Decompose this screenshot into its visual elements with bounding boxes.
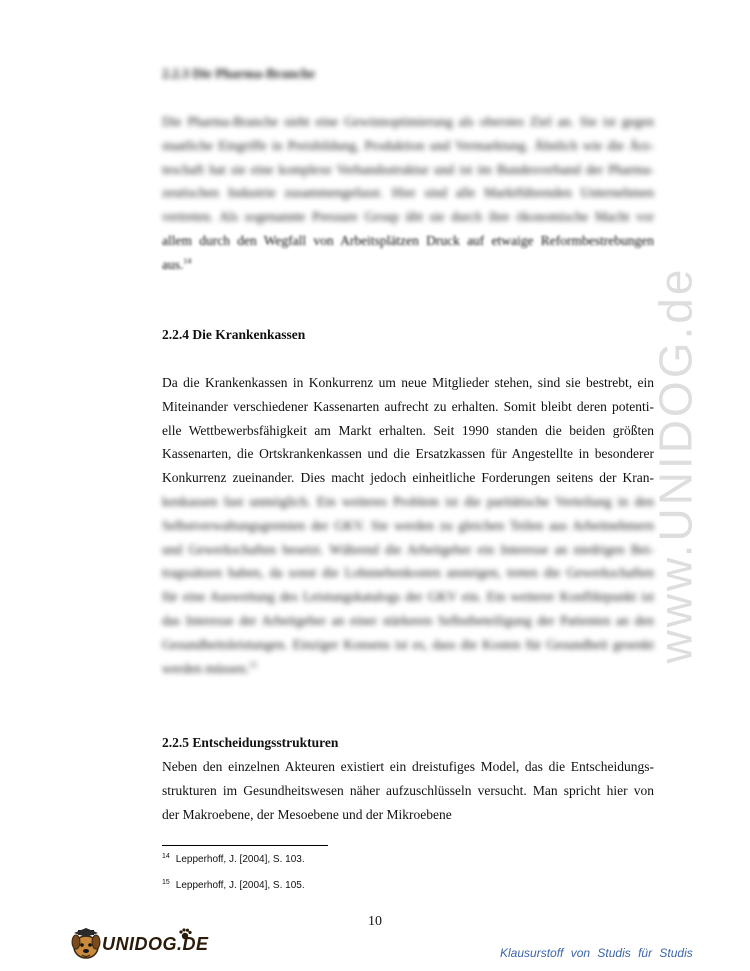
text-line: Da die Krankenkassen in Konkurrenz um neue Mitglieder stehen, sind sie bestrebt, ein — [162, 375, 654, 390]
footnote-number: 15 — [162, 878, 170, 886]
footnote-text: Lepperhoff, J. [2004], S. 105. — [175, 880, 305, 891]
text-line: Die Pharma-Branche sieht eine Gewinnoptimierung als oberstes Ziel an. Sie ist gegen — [162, 114, 654, 129]
footnote-ref: 14 — [183, 256, 192, 266]
section-223-paragraph — [162, 110, 654, 229]
page-number: 10 — [368, 914, 382, 929]
footnote-text: Lepperhoff, J. [2004], S. 103. — [175, 854, 305, 865]
text-line: tragssätzen haben, da sonst die Lohnnebenkosten ansteigen, treten die Gewerkschaften — [162, 565, 654, 581]
text-line: Kassenarten, die Ortskrankenkassen und die Ersatzkassen für Angestellte in besonderer — [162, 446, 654, 462]
text-line-last — [162, 657, 654, 681]
unidog-logo — [66, 925, 209, 965]
footnote-15 — [162, 880, 305, 891]
text-line: Miteinander verschiedener Kassenarten aufrecht zu erhalten. Somit bleibt deren potenti- — [162, 398, 654, 414]
section-224-paragraph-blurred — [162, 490, 654, 680]
section-223-paragraph-tail — [162, 229, 654, 277]
footnote-number: 14 — [162, 852, 170, 860]
text-line: zeutischen Industrie zusammengefasst. Hier sind alle Marktführenden Unternehmen — [162, 185, 654, 201]
section-223-heading: 2.2.3 Die Pharma-Branche — [162, 66, 315, 81]
text-line: Konkurrenz zueinander. Dies macht jedoch einheitliche Forderungen seitens der Kran- — [162, 470, 654, 486]
text-line: strukturen im Gesundheitswesen näher aufzuschlüsseln versucht. Man spricht hier von — [162, 782, 654, 798]
footer-slogan: Klausurstoff von Studis für Studis — [500, 946, 693, 960]
footnote-divider — [162, 845, 328, 846]
section-224-heading: 2.2.4 Die Krankenkassen — [162, 327, 306, 342]
text-line: allem durch den Wegfall von Arbeitsplätzen Druck auf etwaige Reformbestrebungen — [162, 233, 654, 248]
text-line: Selbstverwaltungsgremien der GKV. Sie werden zu gleichen Teilen aus Arbeitnehmern — [162, 517, 654, 533]
text-line: und Gewerkschaften besetzt. Während die Arbeitgeber ein Interesse an niedrigen Bei- — [162, 541, 654, 557]
logo-text: UNIDOG.DE — [102, 934, 209, 954]
text-line-last: der Makroebene, der Mesoebene und der Mikroebene — [162, 806, 452, 822]
text-line: das Interesse der Arbeitgeber an einer stärkeren Selbstbeteiligung der Patienten an den — [162, 612, 654, 628]
text-line: elle Wettbewerbsfähigkeit am Markt erhalten. Seit 1990 standen die beiden größten — [162, 422, 654, 438]
text-fragment: aus. — [162, 256, 184, 272]
section-224-paragraph — [162, 371, 654, 490]
watermark-text: www.UNIDOG.de — [649, 266, 702, 664]
text-line: vertreten. Als sogenannte Pressure Group übt sie durch ihre ökonomische Macht vor — [162, 209, 654, 225]
text-fragment: werden müssen. — [162, 660, 249, 676]
text-line: für eine Ausweitung des Leistungskatalogs der GKV ein. Ein weiterer Konfliktpunkt ist — [162, 589, 654, 605]
text-line: staatliche Eingriffe in Preisbildung, Produktion und Vermarktung. Ähnlich wie die Ärz- — [162, 137, 654, 153]
text-line: Neben den einzelnen Akteuren existiert ein dreistufiges Model, das die Entscheidungs- — [162, 759, 654, 774]
dog-mascot-icon — [66, 925, 106, 965]
footnote-14 — [162, 854, 305, 865]
section-225-paragraph — [162, 755, 654, 826]
section-225-heading: 2.2.5 Entscheidungsstrukturen — [162, 735, 339, 750]
text-line: Gesundheitsleistungen. Einziger Konsens ist es, dass die Kosten für Gesundheit gesenkt — [162, 636, 654, 652]
text-line: kenkassen fast unmöglich. Ein weiteres Problem ist die paritätische Verteilung in den — [162, 494, 654, 509]
text-line: teschaft hat sie eine komplexe Verbandsstruktur und ist im Bundesverband der Pharma- — [162, 161, 654, 177]
text-line-last — [162, 253, 654, 277]
footnote-ref: 15 — [248, 660, 257, 670]
